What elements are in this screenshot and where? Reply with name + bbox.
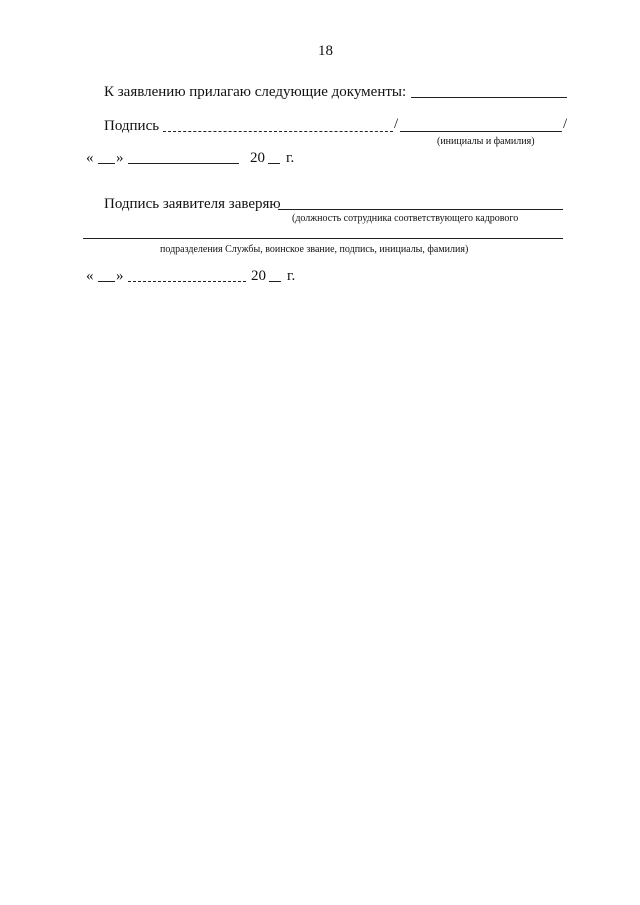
signature-slash-2: / <box>563 116 568 132</box>
certify-caption-line-2: подразделения Службы, воинское звание, подпись, инициалы, фамилия) <box>160 244 469 255</box>
date2-day-line <box>98 281 115 282</box>
date2-suffix: г. <box>287 268 296 284</box>
certify-caption-line-1: (должность сотрудника соответствующего кадрового <box>292 213 519 224</box>
initials-caption: (инициалы и фамилия) <box>437 136 535 147</box>
initials-fill-line <box>400 131 562 132</box>
date1-open-quote: « <box>86 150 94 166</box>
date1-month-line <box>128 163 239 164</box>
date1-year-prefix: 20 <box>250 150 265 166</box>
date2-year-line <box>269 281 281 282</box>
date2-close-quote: » <box>116 268 124 284</box>
page-number: 18 <box>318 43 333 59</box>
signature-fill-line <box>163 131 393 132</box>
date1-year-line <box>268 163 280 164</box>
certify-fill-line <box>278 209 563 210</box>
documents-label: К заявлению прилагаю следующие документы: <box>104 84 407 100</box>
documents-fill-line <box>411 97 567 98</box>
signature-label: Подпись <box>104 118 160 134</box>
signature-slash-1: / <box>394 116 399 132</box>
date1-close-quote: » <box>116 150 124 166</box>
date2-open-quote: « <box>86 268 94 284</box>
certify-full-line <box>83 238 563 239</box>
date2-month-line <box>128 281 246 282</box>
date1-suffix: г. <box>286 150 295 166</box>
date1-day-line <box>98 163 115 164</box>
certify-label: Подпись заявителя заверяю <box>104 196 281 212</box>
date2-year-prefix: 20 <box>251 268 266 284</box>
